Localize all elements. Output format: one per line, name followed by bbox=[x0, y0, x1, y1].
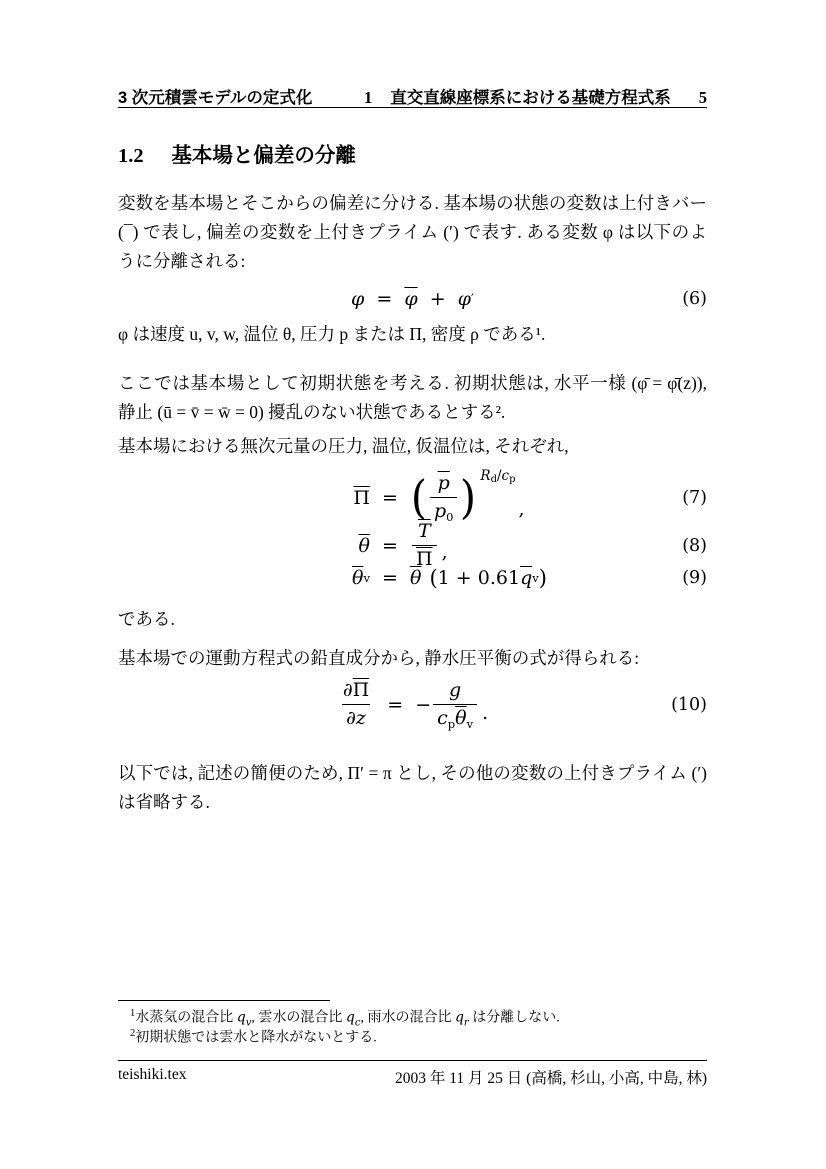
footnote-1-text2: , 雲水の混合比 bbox=[251, 1010, 346, 1026]
eq9-theta-v-bar: $\overline{\theta}$ bbox=[352, 567, 364, 589]
eq9-open-paren: ( bbox=[429, 566, 438, 590]
equation-6-body bbox=[118, 288, 707, 310]
paragraph-intro: 変数を基本場とそこからの偏差に分ける. 基本場の状態の変数は上付きバー (¯) で表し, 偏差の変数を上付きプライム (′) で表す. ある変数 φ は以下のように分離される: bbox=[118, 193, 707, 271]
eq8-theta-bar: $\overline{\theta}$ bbox=[358, 535, 370, 557]
eq7-exp-slash: / bbox=[496, 467, 502, 484]
eq7-p0-base: p bbox=[433, 499, 447, 522]
section-title: 基本場と偏差の分離 bbox=[171, 144, 356, 167]
footnote-1-qr: q bbox=[454, 1009, 464, 1026]
eq7-pi-bar: $\overline{\Pi}$ bbox=[353, 487, 370, 509]
equation-6 bbox=[118, 283, 707, 315]
footer-date: 2003 年 11 月 25 日 (高橋, 杉山, 小高, 中島, 林) bbox=[395, 1070, 707, 1087]
footnote-1-qc: q bbox=[345, 1009, 355, 1026]
eq6-prime-mark: ′ bbox=[470, 291, 474, 307]
eq6-phi-bar: $\overline{\varphi}$ bbox=[404, 288, 418, 310]
paragraph-dearu: である. bbox=[118, 609, 175, 629]
eq7-open-paren: ( bbox=[410, 470, 428, 525]
eq10-body bbox=[118, 679, 707, 731]
eq7-rhs bbox=[410, 467, 707, 525]
eq7-comma: , bbox=[518, 498, 525, 520]
section-heading bbox=[118, 138, 707, 168]
eq6-lhs: φ bbox=[351, 288, 365, 310]
eq7-close-paren: ) bbox=[460, 470, 477, 525]
equation-8 bbox=[118, 522, 707, 570]
eq9-lhs-sub: v bbox=[363, 571, 370, 585]
eq7-exp-R: R bbox=[480, 467, 491, 484]
eq9-equals: = bbox=[382, 567, 398, 589]
eq10-rhs-fraction bbox=[433, 679, 477, 731]
eq7-fraction bbox=[430, 472, 458, 524]
footnote-2-text: 初期状態では雲水と降水がないとする. bbox=[135, 1030, 377, 1046]
eq8-T-bar: $\overline{T}$ bbox=[417, 520, 431, 543]
equation-9 bbox=[118, 564, 707, 592]
running-header bbox=[118, 84, 707, 108]
header-chapter-title: 直交直線座標系における基礎方程式系 bbox=[390, 89, 671, 107]
equation-number-8: (8) bbox=[682, 536, 707, 556]
eq7-exp-c: c bbox=[501, 467, 510, 484]
eq10-pi-bar: $\overline{\Pi}$ bbox=[352, 679, 370, 702]
footnote-1-text4: は分離しない. bbox=[468, 1010, 560, 1026]
eq10-c-sub: p bbox=[447, 716, 456, 731]
eq10-equals: = bbox=[387, 694, 404, 716]
eq6-equals: = bbox=[376, 288, 393, 310]
paragraph-hydrostatic: 基本場での運動方程式の鉛直成分から, 静水圧平衡の式が得られる: bbox=[118, 648, 640, 668]
paragraph-nondimensional: 基本場における無次元量の圧力, 温位, 仮温位は, それぞれ, bbox=[118, 436, 569, 456]
eq9-theta-bar: $\overline{\theta}$ bbox=[410, 567, 422, 589]
header-doc-title: 3 次元積雲モデルの定式化 bbox=[118, 89, 313, 107]
paragraph-variables: φ は速度 u, v, w, 温位 θ, 圧力 p または Π, 密度 ρ である¹. bbox=[118, 324, 546, 344]
eq6-phi-prime: φ bbox=[457, 288, 471, 310]
eq7-p0-sub: 0 bbox=[446, 509, 454, 524]
eq10-theta-bar: $\overline{\theta}$ bbox=[455, 706, 467, 729]
eq7-p-bar: $\overline{p}$ bbox=[437, 471, 450, 494]
eq6-plus: + bbox=[429, 288, 446, 310]
equation-number-10: (10) bbox=[671, 695, 707, 715]
equation-number-7: (7) bbox=[682, 488, 707, 508]
footer-filename: teishiki.tex bbox=[118, 1066, 187, 1083]
eq10-den: ∂z bbox=[342, 704, 370, 731]
eq10-g: g bbox=[449, 678, 462, 701]
footer-rule bbox=[118, 1060, 707, 1061]
eq9-q-bar: $\overline{q}$ bbox=[520, 567, 533, 589]
eq10-cp-thetav bbox=[433, 704, 477, 731]
footnote-1-text: 水蒸気の混合比 bbox=[135, 1010, 237, 1026]
eq9-close-paren: ) bbox=[538, 566, 547, 590]
eq10-minus: − bbox=[415, 694, 432, 716]
header-page-number: 5 bbox=[698, 88, 707, 107]
page-footer bbox=[118, 1066, 707, 1088]
eq10-partial-1: ∂ bbox=[342, 679, 353, 702]
eq7-lhs bbox=[118, 487, 370, 509]
eq10-num bbox=[339, 679, 373, 704]
paragraph-initial-state: ここでは基本場として初期状態を考える. 初期状態は, 水平一様 (φ̄ = φ̄(z)), 静止 (ū = v̄ = w̄ = 0) 擾乱のない状態であるとする². bbox=[118, 373, 707, 422]
eq8-equals: = bbox=[382, 535, 398, 557]
eq10-theta-sub: v bbox=[466, 716, 474, 731]
equation-number-6: (6) bbox=[682, 289, 707, 309]
footnote-2-marker: 2 bbox=[130, 1028, 136, 1039]
eq10-lhs-fraction bbox=[339, 679, 373, 731]
header-chapter bbox=[364, 84, 707, 108]
equation-10 bbox=[118, 679, 707, 731]
header-chapter-number: 1 bbox=[364, 88, 373, 107]
footnote-1-text3: , 雨水の混合比 bbox=[360, 1010, 455, 1026]
eq7-exp-R-sub: d bbox=[490, 473, 497, 485]
header-rule bbox=[118, 107, 707, 108]
eq8-lhs bbox=[118, 535, 370, 557]
eq9-body: 1 + 0.61 bbox=[437, 567, 521, 589]
eq10-period: . bbox=[482, 702, 489, 724]
eq7-exponent bbox=[480, 468, 515, 485]
section-number: 1.2 bbox=[118, 145, 144, 167]
footnote-2 bbox=[118, 1024, 707, 1049]
footnote-rule bbox=[118, 1000, 330, 1001]
eq9-rhs bbox=[410, 566, 707, 590]
eq8-pi-bar: Π bbox=[412, 545, 437, 572]
eq9-lhs bbox=[118, 567, 370, 589]
footnote-1-qv: q bbox=[236, 1009, 246, 1026]
eq9-q-sub: v bbox=[532, 571, 539, 585]
footnote-1-marker: 1 bbox=[130, 1008, 136, 1019]
footnote-1-qc-sub: c bbox=[354, 1017, 361, 1029]
eq7-equals: = bbox=[382, 487, 398, 509]
eq7-exp-c-sub: p bbox=[509, 473, 516, 485]
footnote-1-qr-sub: r bbox=[463, 1017, 469, 1029]
eq8-comma: , bbox=[441, 541, 448, 563]
footnote-1-qv-sub: v bbox=[245, 1017, 252, 1029]
equation-number-9: (9) bbox=[682, 568, 707, 588]
eq10-c: c bbox=[437, 706, 448, 729]
paragraph-notation: 以下では, 記述の簡便のため, Π′ = π とし, その他の変数の上付きプライム (′) は省略する. bbox=[118, 763, 707, 812]
